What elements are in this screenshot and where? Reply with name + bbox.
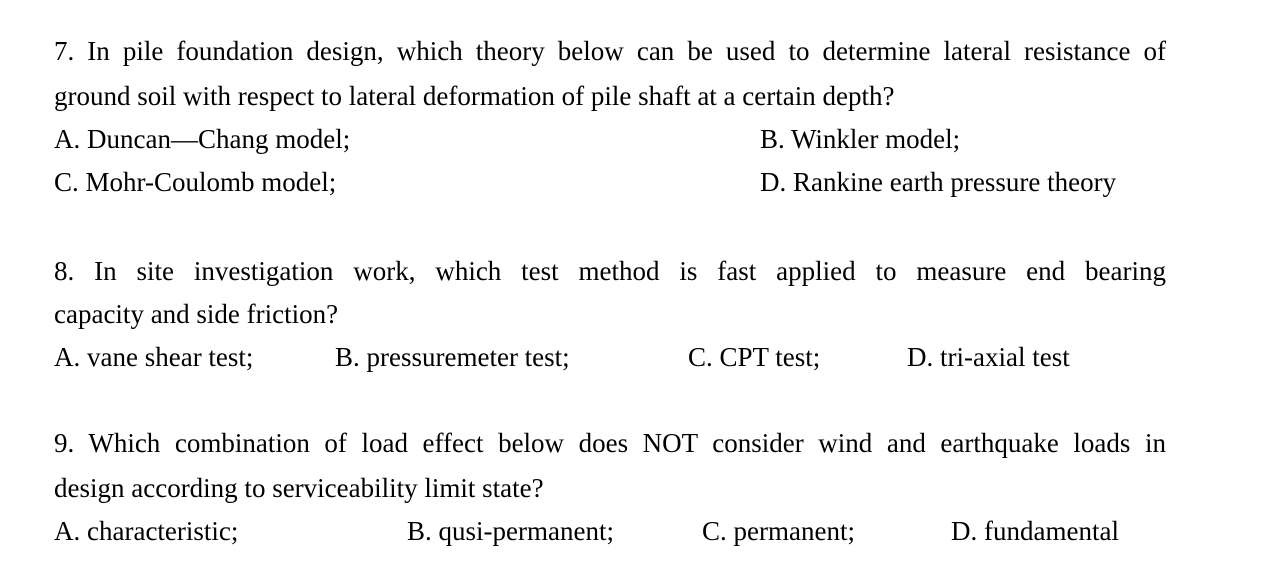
question-8-option-b: B. pressuremeter test; xyxy=(335,342,570,372)
question-7-option-d: D. Rankine earth pressure theory xyxy=(760,167,1117,197)
question-9-option-b: B. qusi-permanent; xyxy=(407,516,614,546)
question-8-option-c: C. CPT test; xyxy=(688,342,821,372)
question-7-stem-line-2: ground soil with respect to lateral deformation of pile shaft at a certain depth? xyxy=(54,81,895,111)
question-8-stem-line-1: 8. In site investigation work, which test method is fast applied to measure end bearing xyxy=(54,256,1166,286)
question-7-option-c: C. Mohr-Coulomb model; xyxy=(54,167,337,197)
question-8-stem-line-2: capacity and side friction? xyxy=(54,299,339,329)
question-8-option-d: D. tri-axial test xyxy=(907,342,1070,372)
question-8-option-a: A. vane shear test; xyxy=(54,342,254,372)
question-9-option-a: A. characteristic; xyxy=(54,516,239,546)
question-9-option-c: C. permanent; xyxy=(702,516,855,546)
question-7-option-b: B. Winkler model; xyxy=(760,124,961,154)
question-7-stem-line-1: 7. In pile foundation design, which theory below can be used to determine lateral resistance of xyxy=(54,36,1166,66)
question-9-option-d: D. fundamental xyxy=(951,516,1119,546)
question-9-stem-line-2: design according to serviceability limit state? xyxy=(54,473,544,503)
question-9-stem-line-1: 9. Which combination of load effect below does NOT consider wind and earthquake loads in xyxy=(54,428,1166,458)
question-7-option-a: A. Duncan—Chang model; xyxy=(54,124,351,154)
